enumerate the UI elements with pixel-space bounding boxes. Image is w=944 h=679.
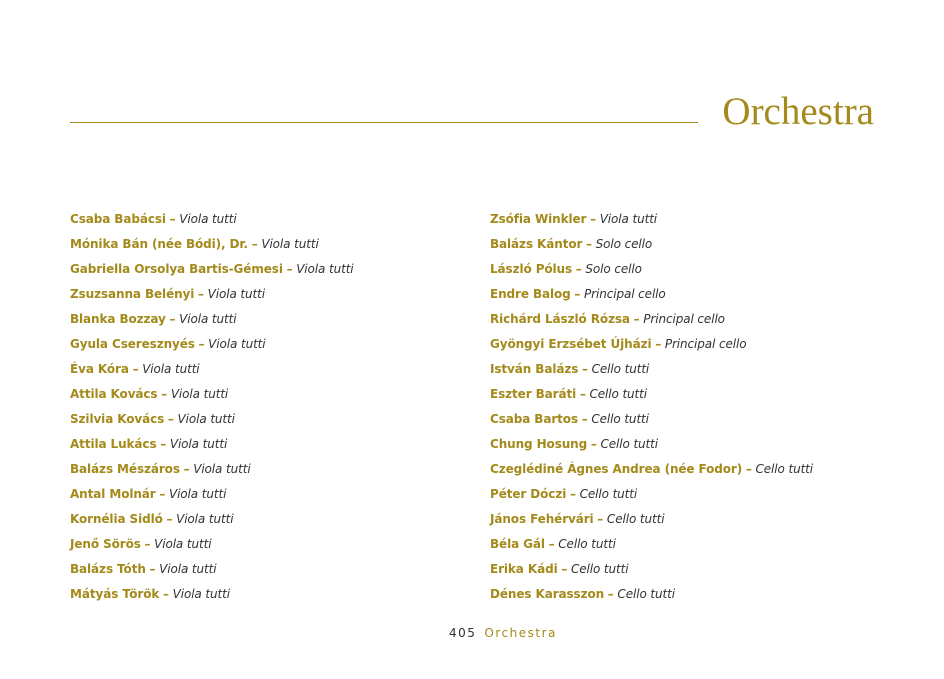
member-separator: – xyxy=(162,587,169,601)
member-role: Viola tutti xyxy=(193,462,251,476)
member-separator: – xyxy=(169,212,176,226)
member-role: Solo cello xyxy=(595,237,653,251)
member-name: Zsuzsanna Belényi xyxy=(70,287,195,301)
member-name: Mátyás Török xyxy=(70,587,160,601)
member-list-item xyxy=(490,207,813,232)
member-separator: – xyxy=(166,512,173,526)
member-role: Viola tutti xyxy=(168,487,227,501)
footer-section-title: Orchestra xyxy=(484,626,557,640)
member-separator: – xyxy=(561,562,568,576)
member-list-item xyxy=(490,382,813,407)
header-rule xyxy=(70,122,698,123)
member-role: Cello tutti xyxy=(558,537,616,551)
member-role: Viola tutti xyxy=(159,562,217,576)
member-name: Szilvia Kovács xyxy=(70,412,165,426)
member-list-item xyxy=(70,482,354,507)
member-name: Attila Lukács xyxy=(70,437,157,451)
member-separator: – xyxy=(745,462,752,476)
member-list-item xyxy=(70,332,354,357)
member-list-item xyxy=(490,482,813,507)
member-name: Balázs Tóth xyxy=(70,562,146,576)
member-separator: – xyxy=(144,537,151,551)
member-role: Viola tutti xyxy=(599,212,658,226)
member-role: Viola tutti xyxy=(170,387,229,401)
member-name: Antal Molnár xyxy=(70,487,156,501)
member-role: Viola tutti xyxy=(179,212,237,226)
member-separator: – xyxy=(198,287,204,301)
member-separator: – xyxy=(198,337,205,351)
member-separator: – xyxy=(633,312,640,326)
member-name: Péter Dóczi xyxy=(490,487,567,501)
member-list-item xyxy=(490,407,813,432)
member-list-item xyxy=(70,357,354,382)
member-separator: – xyxy=(160,437,167,451)
member-role: Viola tutti xyxy=(179,312,237,326)
member-role: Cello tutti xyxy=(600,437,658,451)
right-column-member-list xyxy=(490,207,813,607)
member-separator: – xyxy=(159,487,166,501)
member-name: Csaba Bartos xyxy=(490,412,578,426)
member-role: Cello tutti xyxy=(591,412,649,426)
member-list-item xyxy=(70,407,354,432)
member-separator: – xyxy=(581,412,588,426)
member-name: Endre Balog xyxy=(490,287,571,301)
member-name: Zsófia Winkler xyxy=(490,212,587,226)
member-separator: – xyxy=(569,487,576,501)
page-title: Orchestra xyxy=(722,90,874,133)
member-separator: – xyxy=(575,262,582,276)
member-list-item xyxy=(70,282,354,307)
member-list-item xyxy=(490,457,813,482)
member-separator: – xyxy=(548,537,555,551)
member-role: Viola tutti xyxy=(142,362,200,376)
member-name: János Fehérvári xyxy=(490,512,594,526)
member-list-item xyxy=(70,432,354,457)
page-footer xyxy=(449,626,557,640)
member-name: Kornélia Sidló xyxy=(70,512,163,526)
member-list-item xyxy=(490,232,813,257)
member-list-item xyxy=(70,382,354,407)
member-list-item xyxy=(70,232,354,257)
member-list-item xyxy=(70,207,354,232)
member-role: Cello tutti xyxy=(606,512,665,526)
member-list-item xyxy=(70,307,354,332)
member-name: Balázs Kántor xyxy=(490,237,583,251)
member-role: Viola tutti xyxy=(172,587,230,601)
member-separator: – xyxy=(590,437,597,451)
member-name: Richárd László Rózsa xyxy=(490,312,630,326)
member-name: Mónika Bán (née Bódi), Dr. xyxy=(70,237,248,251)
member-separator: – xyxy=(167,412,174,426)
member-name: Attila Kovács xyxy=(70,387,158,401)
member-separator: – xyxy=(169,312,176,326)
member-name: Jenő Sörös xyxy=(70,537,141,551)
member-role: Cello tutti xyxy=(755,462,814,476)
member-name: István Balázs xyxy=(490,362,579,376)
member-name: Csaba Babácsi xyxy=(70,212,166,226)
member-list-item xyxy=(490,307,813,332)
member-role: Viola tutti xyxy=(208,337,266,351)
member-name: Gyula Cseresznyés xyxy=(70,337,195,351)
member-name: Chung Hosung xyxy=(490,437,588,451)
member-name: Dénes Karasszon xyxy=(490,587,605,601)
member-role: Viola tutti xyxy=(169,437,228,451)
member-role: Cello tutti xyxy=(579,487,638,501)
member-separator: – xyxy=(586,237,592,251)
member-role: Principal cello xyxy=(643,312,725,326)
member-list-item xyxy=(490,582,813,607)
member-name: László Pólus xyxy=(490,262,573,276)
member-role: Cello tutti xyxy=(617,587,675,601)
member-role: Principal cello xyxy=(584,287,666,301)
member-role: Cello tutti xyxy=(589,387,647,401)
member-role: Cello tutti xyxy=(570,562,629,576)
member-list-item xyxy=(490,282,813,307)
member-name: Balázs Mészáros xyxy=(70,462,180,476)
member-role: Viola tutti xyxy=(154,537,212,551)
member-role: Cello tutti xyxy=(591,362,650,376)
member-list-item xyxy=(490,532,813,557)
member-separator: – xyxy=(597,512,604,526)
member-separator: – xyxy=(251,237,258,251)
member-separator: – xyxy=(132,362,139,376)
member-list-item xyxy=(70,532,354,557)
member-role: Viola tutti xyxy=(177,412,235,426)
member-name: Béla Gál xyxy=(490,537,545,551)
member-list-item xyxy=(70,507,354,532)
member-separator: – xyxy=(574,287,581,301)
member-role: Principal cello xyxy=(664,337,747,351)
member-separator: – xyxy=(149,562,156,576)
member-list-item xyxy=(70,582,354,607)
member-list-item xyxy=(70,457,354,482)
member-role: Viola tutti xyxy=(296,262,354,276)
member-list-item xyxy=(70,257,354,282)
member-name: Blanka Bozzay xyxy=(70,312,166,326)
member-list-item xyxy=(490,557,813,582)
member-separator: – xyxy=(590,212,596,226)
member-role: Viola tutti xyxy=(261,237,319,251)
member-role: Viola tutti xyxy=(207,287,265,301)
member-name: Gabriella Orsolya Bartis-Gémesi xyxy=(70,262,283,276)
member-separator: – xyxy=(607,587,614,601)
member-separator: – xyxy=(183,462,190,476)
member-list-item xyxy=(490,332,813,357)
member-separator: – xyxy=(579,387,586,401)
member-role: Solo cello xyxy=(585,262,642,276)
member-list-item xyxy=(490,357,813,382)
member-list-item xyxy=(70,557,354,582)
member-separator: – xyxy=(655,337,662,351)
member-name: Gyöngyi Erzsébet Újházi xyxy=(490,337,652,351)
member-separator: – xyxy=(161,387,168,401)
member-separator: – xyxy=(286,262,293,276)
member-list-item xyxy=(490,507,813,532)
page-number: 405 xyxy=(449,626,477,640)
left-column-member-list xyxy=(70,207,354,607)
member-separator: – xyxy=(582,362,588,376)
member-role: Viola tutti xyxy=(176,512,234,526)
member-list-item xyxy=(490,257,813,282)
member-name: Czeglédiné Ágnes Andrea (née Fodor) xyxy=(490,462,743,476)
member-name: Éva Kóra xyxy=(70,362,129,376)
member-name: Erika Kádi xyxy=(490,562,558,576)
member-list-item xyxy=(490,432,813,457)
member-name: Eszter Baráti xyxy=(490,387,577,401)
